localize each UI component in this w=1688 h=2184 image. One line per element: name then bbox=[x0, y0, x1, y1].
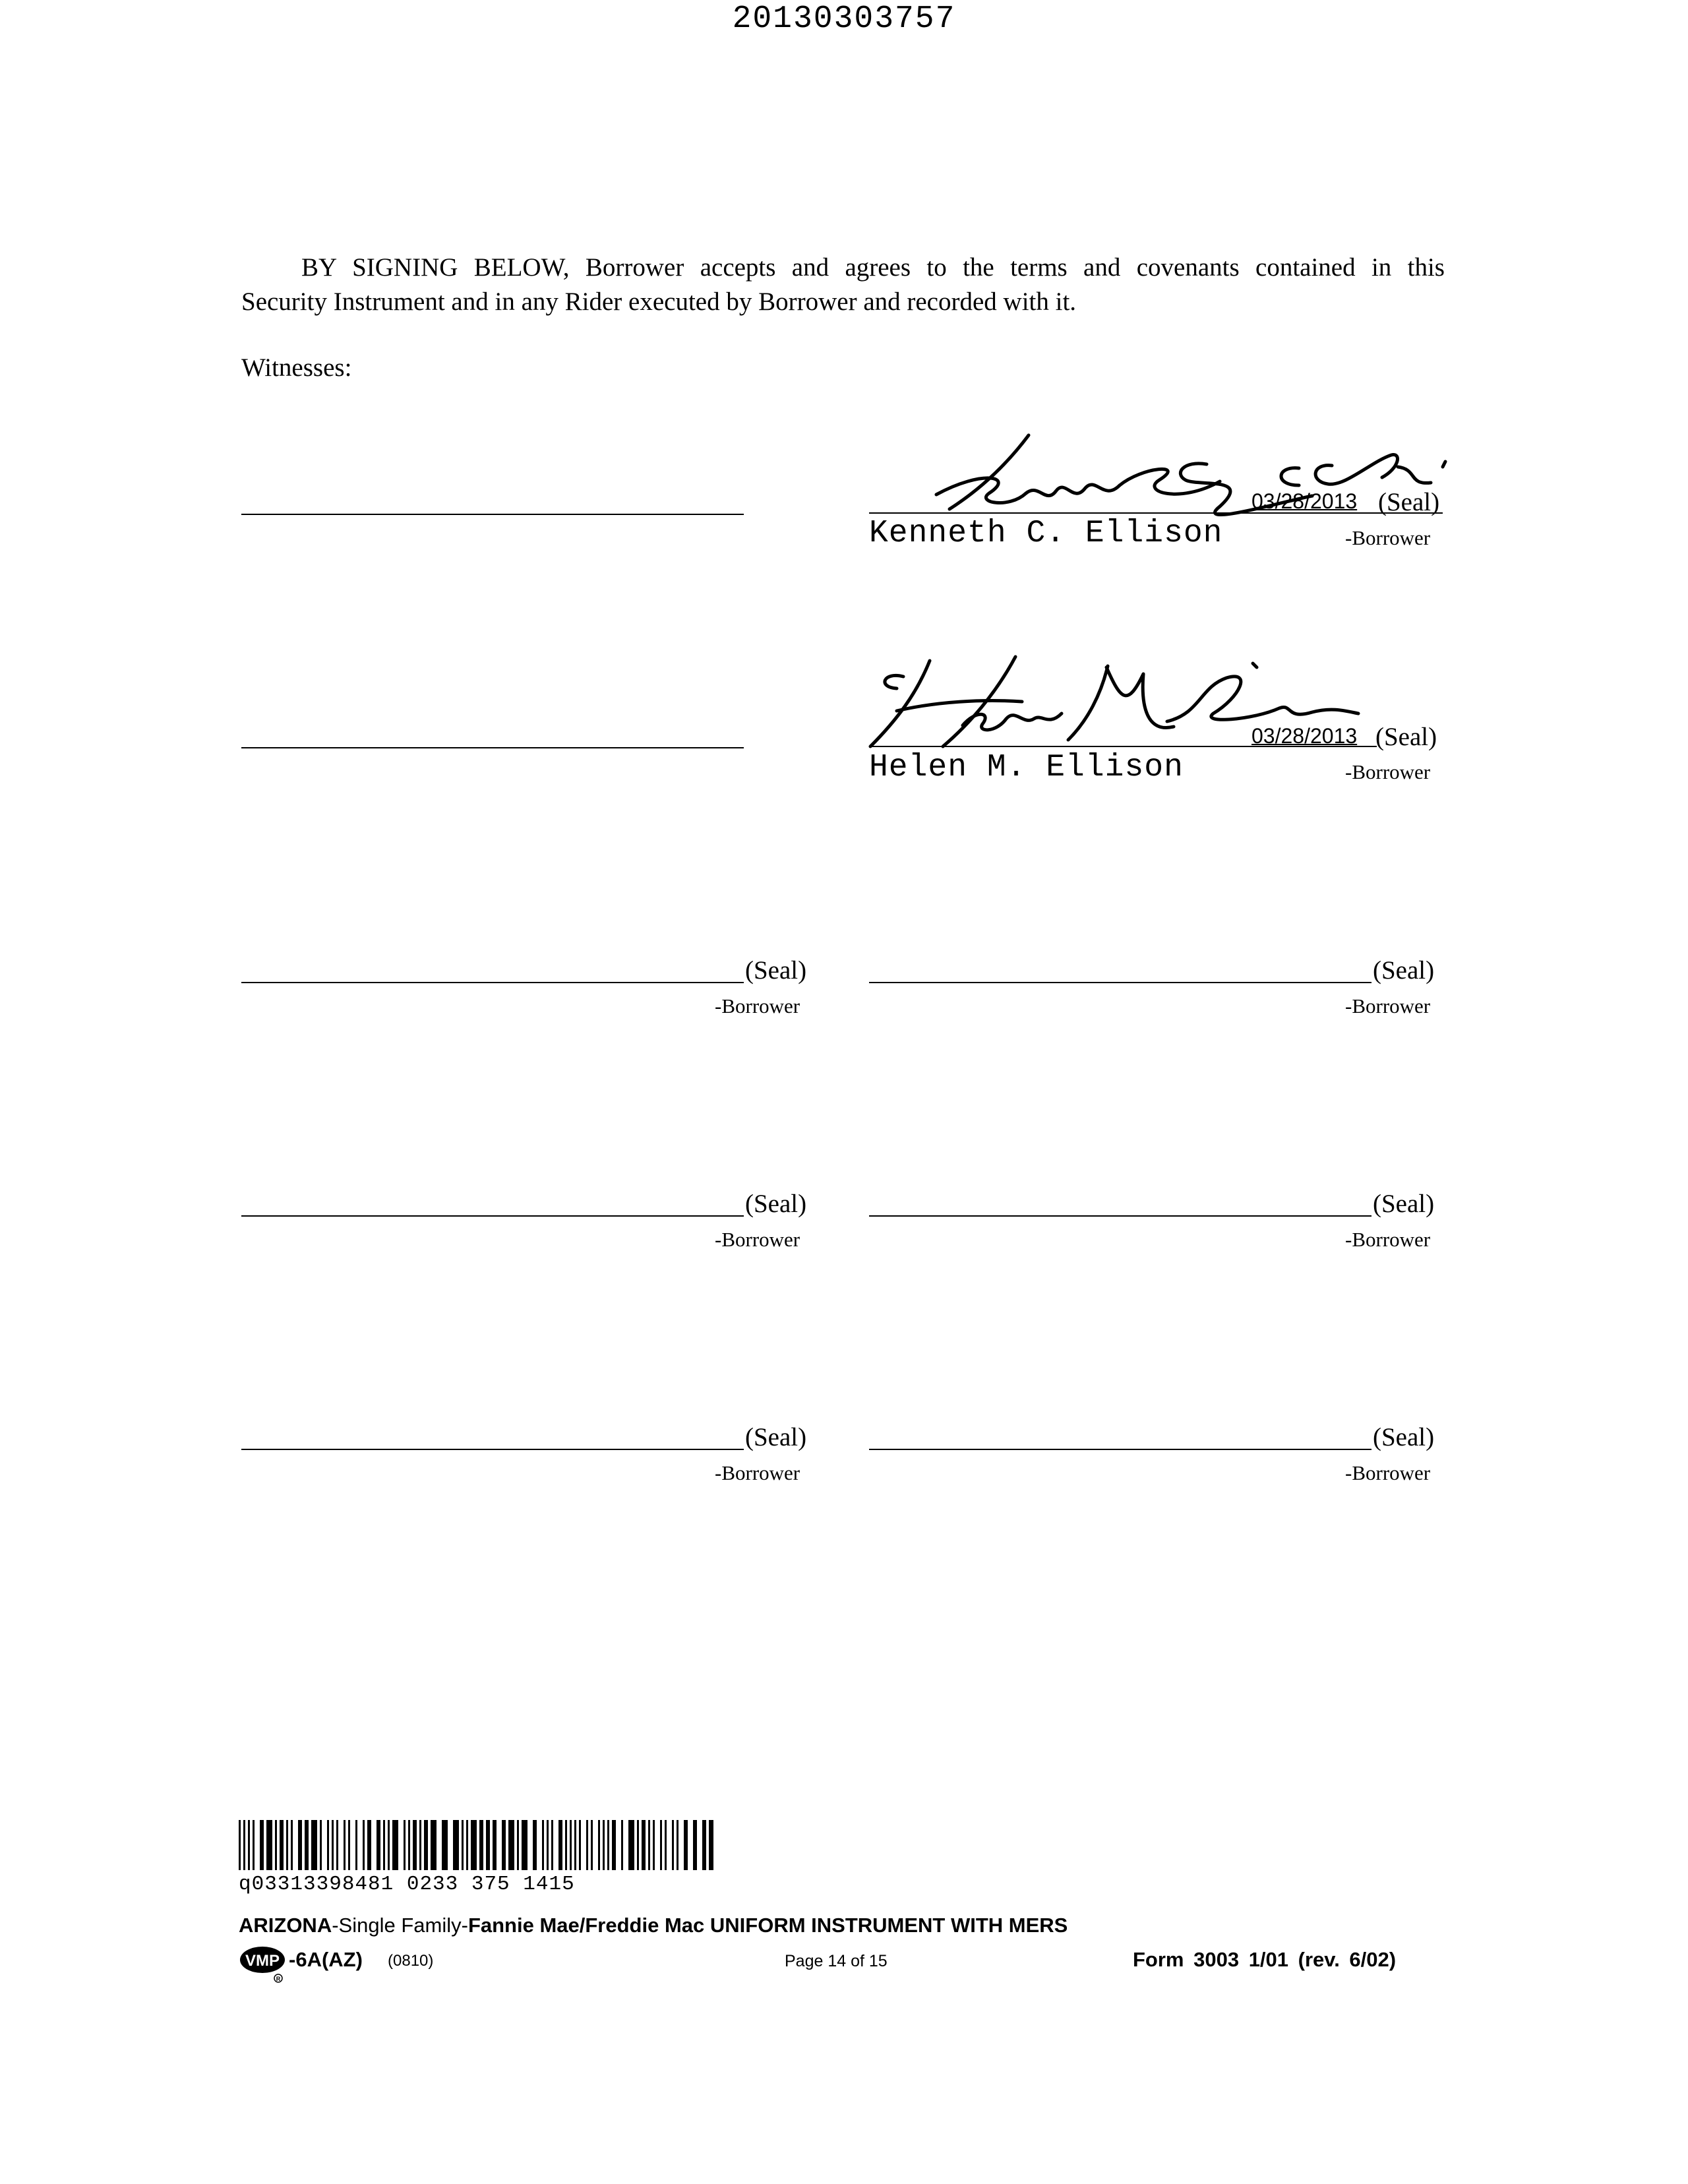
barcode-bar bbox=[702, 1820, 706, 1870]
form-number: Form 3003 1/01 (rev. 6/02) bbox=[1133, 1948, 1397, 1971]
barcode-bar bbox=[280, 1820, 284, 1870]
seal-label: (Seal) bbox=[1373, 1423, 1435, 1451]
signature-date-1: 03/28/2013 bbox=[1251, 489, 1358, 513]
barcode-bar bbox=[612, 1820, 616, 1870]
barcode-bar bbox=[311, 1820, 317, 1870]
barcode-bar bbox=[607, 1820, 609, 1870]
borrower-caption: -Borrower bbox=[1345, 1461, 1431, 1484]
witnesses-label: Witnesses: bbox=[241, 353, 352, 382]
barcode-bar bbox=[502, 1820, 506, 1870]
barcode-bar bbox=[660, 1820, 662, 1870]
barcode-bar bbox=[522, 1820, 528, 1870]
seal-label: (Seal) bbox=[745, 956, 807, 985]
barcode-bar bbox=[377, 1820, 380, 1870]
svg-text:R: R bbox=[276, 1976, 281, 1982]
barcode-bar bbox=[413, 1820, 417, 1870]
barcode-bar bbox=[570, 1820, 572, 1870]
barcode-bar bbox=[486, 1820, 490, 1870]
barcode-bar bbox=[404, 1820, 406, 1870]
form-title-uniform: UNIFORM INSTRUMENT WITH MERS bbox=[704, 1914, 1068, 1937]
barcode bbox=[239, 1820, 713, 1870]
blank-signature-line bbox=[241, 1215, 744, 1217]
page-number: Page 14 of 15 bbox=[785, 1952, 888, 1970]
barcode-bar bbox=[628, 1820, 634, 1870]
seal-label: (Seal) bbox=[1373, 956, 1435, 985]
seal-label-2: (Seal) bbox=[1375, 723, 1437, 751]
barcode-bar bbox=[253, 1820, 255, 1870]
barcode-bar bbox=[517, 1820, 519, 1870]
blank-signature-line bbox=[869, 982, 1372, 983]
barcode-bar bbox=[462, 1820, 464, 1870]
barcode-bar bbox=[591, 1820, 593, 1870]
barcode-bar bbox=[508, 1820, 514, 1870]
form-title-state: ARIZONA bbox=[239, 1914, 332, 1937]
borrower-name-1: Kenneth C. Ellison bbox=[869, 516, 1223, 551]
form-title-fannie-freddie: Fannie Mae/Freddie Mac bbox=[467, 1914, 705, 1937]
blank-signature-line bbox=[241, 982, 744, 983]
recording-number: 20130303757 bbox=[732, 1, 956, 37]
barcode-bar bbox=[637, 1820, 639, 1870]
witness-line-1 bbox=[241, 514, 744, 515]
signing-statement-line-2: Security Instrument and in any Rider executed by Borrower and recorded with it. bbox=[241, 288, 1077, 316]
barcode-bar bbox=[442, 1820, 448, 1870]
seal-label-1: (Seal) bbox=[1378, 488, 1440, 516]
barcode-bar bbox=[320, 1820, 322, 1870]
borrower-caption-2: -Borrower bbox=[1345, 760, 1431, 783]
signing-statement bbox=[241, 251, 1445, 319]
barcode-bar bbox=[574, 1820, 576, 1870]
barcode-bar bbox=[260, 1820, 264, 1870]
barcode-bar bbox=[408, 1820, 410, 1870]
barcode-bar bbox=[243, 1820, 245, 1870]
barcode-bar bbox=[603, 1820, 605, 1870]
borrower-name-2: Helen M. Ellison bbox=[869, 750, 1184, 785]
barcode-bar bbox=[598, 1820, 600, 1870]
barcode-bar bbox=[286, 1820, 288, 1870]
barcode-bar bbox=[327, 1820, 329, 1870]
barcode-bar bbox=[291, 1820, 293, 1870]
barcode-bar bbox=[565, 1820, 567, 1870]
borrower-caption: -Borrower bbox=[715, 1461, 800, 1484]
barcode-bar bbox=[547, 1820, 549, 1870]
witness-line-2 bbox=[241, 747, 744, 748]
form-title bbox=[239, 1914, 1068, 1937]
borrower-caption: -Borrower bbox=[715, 1228, 800, 1251]
barcode-bar bbox=[648, 1820, 650, 1870]
barcode-bar bbox=[471, 1820, 477, 1870]
barcode-bar bbox=[239, 1820, 241, 1870]
barcode-bar bbox=[586, 1820, 588, 1870]
seal-label: (Seal) bbox=[745, 1190, 807, 1218]
form-revision-code: (0810) bbox=[388, 1952, 434, 1970]
barcode-bar bbox=[558, 1820, 562, 1870]
barcode-bar bbox=[266, 1820, 272, 1870]
barcode-bar bbox=[579, 1820, 581, 1870]
barcode-bar bbox=[383, 1820, 385, 1870]
barcode-bar bbox=[348, 1820, 350, 1870]
form-title-single-family: -Single Family- bbox=[332, 1914, 468, 1937]
barcode-bar bbox=[419, 1820, 421, 1870]
barcode-bar bbox=[542, 1820, 544, 1870]
barcode-bar bbox=[709, 1820, 713, 1870]
borrower-caption: -Borrower bbox=[715, 994, 800, 1017]
vmp-logo bbox=[239, 1944, 289, 1984]
seal-label: (Seal) bbox=[1373, 1190, 1435, 1218]
signing-statement-line-1: BY SIGNING BELOW, Borrower accepts and agrees to the terms and covenants contained in this bbox=[301, 253, 1445, 282]
barcode-bar bbox=[677, 1820, 678, 1870]
seal-label: (Seal) bbox=[745, 1423, 807, 1451]
barcode-bar bbox=[392, 1820, 398, 1870]
barcode-bar bbox=[653, 1820, 655, 1870]
barcode-bar bbox=[684, 1820, 688, 1870]
barcode-bar bbox=[533, 1820, 537, 1870]
barcode-number: q03313398481 0233 375 1415 bbox=[239, 1873, 575, 1896]
barcode-bar bbox=[305, 1820, 309, 1870]
barcode-bar bbox=[336, 1820, 338, 1870]
barcode-bar bbox=[642, 1820, 646, 1870]
signature-date-2: 03/28/2013 bbox=[1251, 724, 1358, 748]
barcode-bar bbox=[367, 1820, 371, 1870]
barcode-bar bbox=[355, 1820, 357, 1870]
blank-signature-line bbox=[241, 1449, 744, 1450]
barcode-bar bbox=[665, 1820, 667, 1870]
borrower-caption-1: -Borrower bbox=[1345, 526, 1431, 549]
barcode-bar bbox=[672, 1820, 674, 1870]
barcode-bar bbox=[453, 1820, 459, 1870]
barcode-bar bbox=[466, 1820, 468, 1870]
barcode-bar bbox=[388, 1820, 390, 1870]
blank-signature-line bbox=[869, 1215, 1372, 1217]
vmp-logo-text: VMP bbox=[245, 1952, 280, 1970]
barcode-bar bbox=[479, 1820, 483, 1870]
form-code: -6A(AZ) bbox=[289, 1948, 363, 1971]
barcode-bar bbox=[275, 1820, 277, 1870]
barcode-bar bbox=[431, 1820, 437, 1870]
barcode-bar bbox=[551, 1820, 553, 1870]
borrower-caption: -Borrower bbox=[1345, 994, 1431, 1017]
barcode-bar bbox=[621, 1820, 623, 1870]
barcode-bar bbox=[493, 1820, 497, 1870]
blank-signature-line bbox=[869, 1449, 1372, 1450]
borrower-caption: -Borrower bbox=[1345, 1228, 1431, 1251]
barcode-bar bbox=[424, 1820, 428, 1870]
barcode-bar bbox=[248, 1820, 250, 1870]
barcode-bar bbox=[693, 1820, 697, 1870]
barcode-bar bbox=[363, 1820, 365, 1870]
barcode-bar bbox=[332, 1820, 334, 1870]
barcode-bar bbox=[344, 1820, 346, 1870]
barcode-bar bbox=[298, 1820, 302, 1870]
